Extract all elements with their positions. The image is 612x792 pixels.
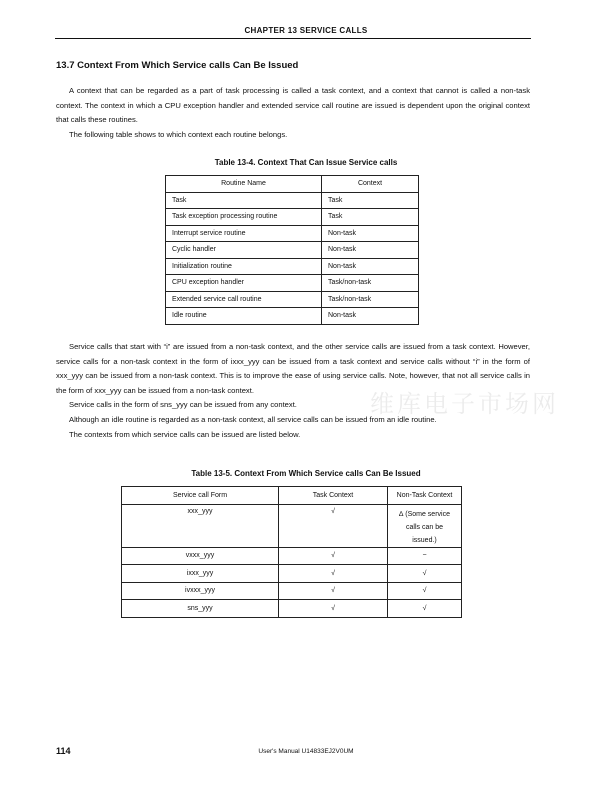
task-context-cell: √ [279,547,388,565]
column-header: Service call Form [122,487,279,505]
routine-name-cell: Task [166,192,322,209]
column-header: Non-Task Context [388,487,462,505]
middle-paragraph-3: Although an idle routine is regarded as a non-task context, all service calls can be issued from an idle routine. [69,414,437,424]
table-row [166,209,419,226]
chapter-header: CHAPTER 13 SERVICE CALLS [244,26,368,35]
table5-caption: Table 13-5. Context From Which Service calls Can Be Issued [191,469,421,478]
routine-name-cell: Extended service call routine [166,291,322,308]
task-context-cell: √ [279,565,388,583]
non-task-context-cell: √ [388,600,462,618]
table-row [122,582,462,600]
routine-name-cell: CPU exception handler [166,275,322,292]
column-header: Routine Name [166,176,322,193]
context-cell: Task/non-task [322,275,419,292]
watermark: 维库电子市场网 [370,390,559,418]
table-row [122,600,462,618]
column-header: Task Context [279,487,388,505]
table-header-row [122,487,462,505]
context-cell: Non-task [322,225,419,242]
service-call-form-cell: sns_yyy [122,600,279,618]
context-cell: Non-task [322,308,419,325]
service-call-context-table [121,486,462,618]
manual-reference: User's Manual U14833EJ2V0UM [258,748,354,755]
intro-paragraph-1: A context that can be regarded as a part of task processing is called a task context, and a context that cannot is called a non-task context. The context in which a CPU exception handler and extended service call routine are issued is dependent upon the original context that calls these routines. [56,86,530,125]
context-cell: Task [322,192,419,209]
section-title: 13.7 Context From Which Service calls Can Be Issued [56,60,299,71]
service-call-form-cell: ixxx_yyy [122,565,279,583]
header-rule [55,38,531,39]
routine-name-cell: Idle routine [166,308,322,325]
middle-paragraph-2: Service calls in the form of sns_yyy can be issued from any context. [69,400,297,410]
table-row [166,275,419,292]
context-cell: Non-task [322,258,419,275]
non-task-context-cell: ∆ (Some service calls can be issued.) [388,504,462,547]
page-number: 114 [56,746,71,756]
routine-name-cell: Cyclic handler [166,242,322,259]
task-context-cell: √ [279,600,388,618]
context-cell: Task/non-task [322,291,419,308]
context-cell: Task [322,209,419,226]
table-row [122,504,462,547]
table-row [122,565,462,583]
table4-caption: Table 13-4. Context That Can Issue Service calls [214,158,398,167]
service-call-form-cell: xxx_yyy [122,504,279,547]
routine-name-cell: Task exception processing routine [166,209,322,226]
routine-name-cell: Initialization routine [166,258,322,275]
service-call-form-cell: ivxxx_yyy [122,582,279,600]
service-call-form-cell: vxxx_yyy [122,547,279,565]
task-context-cell: √ [279,504,388,547]
table-row [166,242,419,259]
routine-name-cell: Interrupt service routine [166,225,322,242]
intro-paragraph-2: The following table shows to which context each routine belongs. [69,129,288,139]
non-task-context-cell: √ [388,565,462,583]
middle-paragraph-4: The contexts from which service calls can be issued are listed below. [69,429,301,439]
table-row [166,258,419,275]
non-task-context-cell: √ [388,582,462,600]
column-header: Context [322,176,419,193]
table-row [166,291,419,308]
intro-text [56,84,530,142]
task-context-cell: √ [279,582,388,600]
table-header-row [166,176,419,193]
middle-paragraph-1: Service calls that start with “i” are issued from a non-task context, and the other service calls are issued from a task context. However, service calls for a non-task context in the form of ixxx_yyy can be issued from a task context and service calls without “i” in the form of xxx_yyy can be issued from a non-task context. This is to improve the ease of using service calls. Note, however, that not all service calls in the form of xxx_yyy can be issued from a non-task context. [56,342,530,395]
context-routine-table [165,175,419,325]
context-cell: Non-task [322,242,419,259]
table-row [122,547,462,565]
table-row [166,225,419,242]
table-row [166,308,419,325]
non-task-context-cell: − [388,547,462,565]
table-row [166,192,419,209]
